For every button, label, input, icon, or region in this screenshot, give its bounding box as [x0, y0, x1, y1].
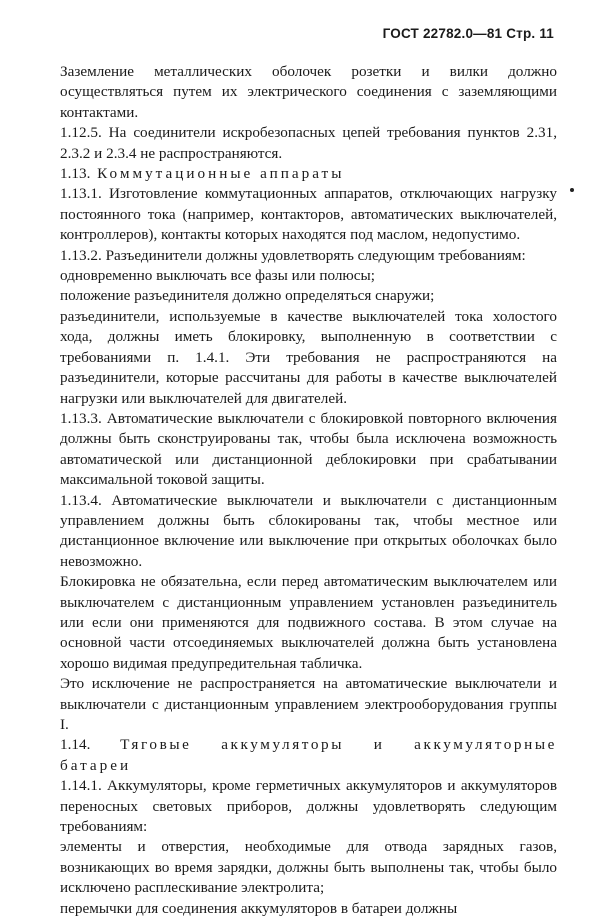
- section-number: 1.14.: [60, 736, 91, 754]
- document-body: [60, 62, 557, 919]
- section-number: 1.13.: [60, 165, 91, 183]
- list-item: одновременно выключать все фазы или полюсы;: [60, 267, 375, 285]
- section-title: Коммутационные аппараты: [97, 165, 345, 183]
- list-item: элементы и отверстия, необходимые для отвода зарядных газов, возникающих во время зарядки, должны быть выполнены так, чтобы было исключено расплескивание электролита;: [60, 838, 557, 897]
- paragraph-blocking: Блокировка не обязательна, если перед автоматическим выключателем или выключателем с дистанционным управлением установлен разъединитель или если они применяются для подвижного состава. В этом случае на основной части отсоединяемых выключателей должна быть установлена хорошо видимая предупредительная табличка.: [60, 573, 557, 672]
- list-item: разъединители, используемые в качестве выключателей тока холостого хода, должны иметь блокировку, выполненную в соответствии с требованиями п. 1.4.1. Эти требования не распространяются на разъединители, которые рассчитаны для работы в качестве выключателей нагрузки или выключателей для двигателей.: [60, 307, 557, 407]
- paragraph-1-14-1: 1.14.1. Аккумуляторы, кроме герметичных аккумуляторов и аккумуляторов переносных световых приборов, должны удовлетворять следующим требованиям:: [60, 777, 557, 836]
- paragraph-1-13-1: 1.13.1. Изготовление коммутационных аппаратов, отключающих нагрузку постоянного тока (например, контакторов, автоматических выключателей, контроллеров), контакты которых находятся под маслом, недопустимо.: [60, 185, 557, 244]
- margin-mark: [570, 188, 574, 192]
- paragraph-1-13-2: 1.13.2. Разъединители должны удовлетворять следующим требованиям:: [60, 246, 526, 264]
- section-heading-1-14: [60, 735, 557, 755]
- section-heading-1-14-cont: батареи: [60, 756, 132, 774]
- paragraph-1-12-5: 1.12.5. На соединители искробезопасных цепей требования пунктов 2.31, 2.3.2 и 2.3.4 не распространяются.: [60, 124, 557, 162]
- section-title: Тяговые аккумуляторы и аккумуляторные: [120, 736, 557, 754]
- paragraph-exception: Это исключение не распространяется на автоматические выключатели и выключатели с дистанционным управлением электрооборудования группы I.: [60, 675, 557, 733]
- page-header: ГОСТ 22782.0—81 Стр. 11: [382, 26, 554, 41]
- list-item: положение разъединителя должно определяться снаружи;: [60, 287, 435, 305]
- paragraph-grounding: Заземление металлических оболочек розетки и вилки должно осуществляться путем их электрического соединения с заземляющими контактами.: [60, 63, 557, 121]
- section-heading-1-13: [60, 164, 557, 184]
- list-item: перемычки для соединения аккумуляторов в батареи должны: [60, 899, 458, 917]
- paragraph-1-13-3: 1.13.3. Автоматические выключатели с блокировкой повторного включения должны быть сконструированы так, чтобы была исключена возможность автоматической или дистанционной деблокировки при срабатывании максимальной токовой защиты.: [60, 409, 557, 489]
- paragraph-1-13-4: 1.13.4. Автоматические выключатели и выключатели с дистанционным управлением должны быть сблокированы так, чтобы местное или дистанционное включение или выключение при открытых оболочках было невозможно.: [60, 491, 557, 570]
